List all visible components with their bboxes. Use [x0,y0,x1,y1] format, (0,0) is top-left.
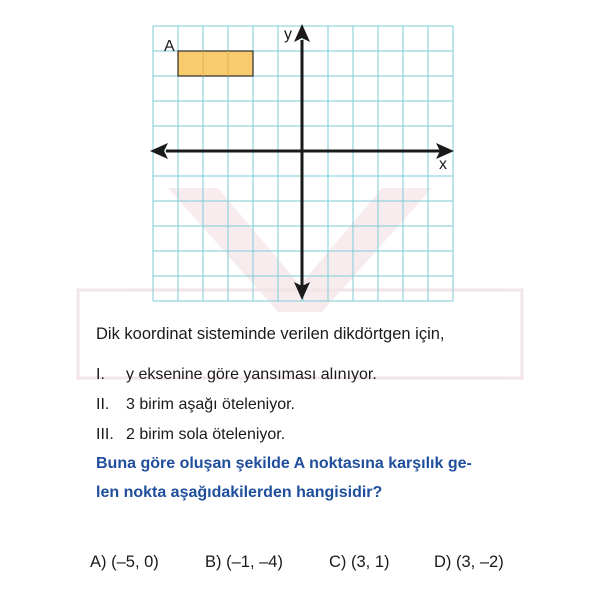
statement-3-text: 2 birim sola öteleniyor. [126,426,286,443]
option-c-value: (3, 1) [351,553,390,571]
option-b[interactable] [205,553,283,572]
problem-intro: Dik koordinat sisteminde verilen dikdörtgen için, [96,325,445,343]
point-a-label: A [164,38,175,55]
y-axis-arrow-up [294,24,310,42]
statement-1-text: y eksenine göre yansıması alınıyor. [126,366,377,383]
option-a-value: (–5, 0) [111,553,159,571]
option-b-value: (–1, –4) [226,553,283,571]
option-d-value: (3, –2) [456,553,504,571]
option-c[interactable] [329,553,390,572]
statement-1 [96,366,377,384]
option-c-letter: C) [329,553,347,571]
statement-2 [96,396,295,414]
y-axis-label: y [284,26,292,43]
question-line-1: Buna göre oluşan şekilde A noktasına karşılık ge- [96,455,472,472]
option-a[interactable] [90,553,159,572]
rectangle-shape [178,51,253,76]
option-d-letter: D) [434,553,452,571]
option-a-letter: A) [90,553,107,571]
question-line-2: len nokta aşağıdakilerden hangisidir? [96,484,383,501]
statement-2-text: 3 birim aşağı öteleniyor. [126,396,295,413]
option-b-letter: B) [205,553,222,571]
x-axis-label: x [439,156,447,173]
statement-1-number: I. [96,366,105,383]
statement-3-number: III. [96,426,114,443]
statement-3 [96,426,285,444]
answer-options [0,553,600,577]
option-d[interactable] [434,553,504,572]
statement-2-number: II. [96,396,110,413]
